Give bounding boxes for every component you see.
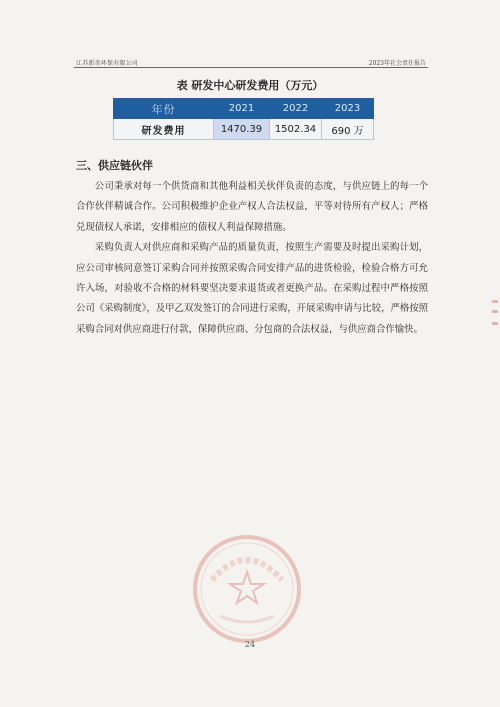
header-report-title: 2023年社会责任报告 xyxy=(368,60,426,67)
paragraph: 采购负责人对供应商和采购产品的质量负责，按照生产需要及时提出采购计划，应公司审核同意签订采购合同并按照采购合同安排产品的进货检验，检验合格方可允许入场，对验收不合格的材料要坚决要求退货或者更换产品。在采购过程中严格按照公司《采购制度》，及甲乙双发签订的合同进行采购，开展采购申请与比较，严格按照采购合同对供应商进行付款，保障供应商、分包商的合法权益，与供应商合作愉快。 xyxy=(76,242,428,335)
table-header-year: 2022 xyxy=(270,99,322,119)
section-body xyxy=(76,177,428,340)
edge-mark xyxy=(492,300,498,303)
table-row-label: 研发费用 xyxy=(114,119,214,140)
table-header-label: 年份 xyxy=(114,99,214,119)
table-cell: 690 万 xyxy=(322,119,374,140)
header-divider xyxy=(74,67,428,68)
table-cell: 1502.34 xyxy=(270,119,322,140)
table-title: 表 研发中心研发费用（万元） xyxy=(176,79,324,92)
header-company: 江苏新奇环保有限公司 xyxy=(76,60,139,67)
paragraph: 公司秉承对每一个供货商和其他利益相关伙伴负责的态度，与供应链上的每一个合作伙伴精诚合作。公司积极维护企业产权人合法权益，平等对待所有产权人；严格兑现债权人承诺，安排相应的债权人利益保障措施。 xyxy=(76,181,428,233)
company-seal-stamp xyxy=(190,532,304,646)
table-row xyxy=(114,119,374,140)
page-number: 24 xyxy=(244,640,256,649)
table-cell: 1470.39 xyxy=(214,119,270,140)
table-header-year: 2021 xyxy=(214,99,270,119)
section-heading: 三、供应链伙伴 xyxy=(76,159,153,172)
rd-expense-table xyxy=(113,98,374,140)
edge-mark xyxy=(492,310,498,313)
table-header-row xyxy=(114,99,374,119)
table-header-year: 2023 xyxy=(322,99,374,119)
edge-mark xyxy=(492,322,498,325)
